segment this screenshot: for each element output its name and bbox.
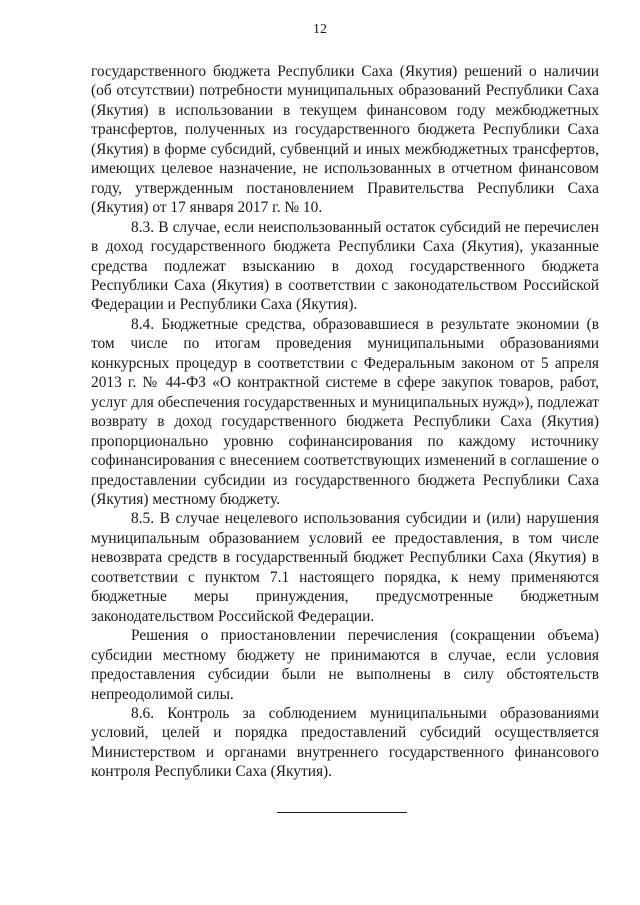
paragraph-8-6: 8.6. Контроль за соблюдением муниципальными образованиями условий, целей и порядка предоставлений субсидий осуществляется Министерством и органами внутреннего государственного финансового контроля Республики Саха (Якутия). — [91, 704, 599, 781]
document-body — [91, 62, 599, 782]
closing-divider-line — [277, 812, 407, 813]
paragraph-continuation: государственного бюджета Республики Саха (Якутия) решений о наличии (об отсутствии) потребности муниципальных образований Республики Саха (Якутия) в использовании в текущем финансовом году межбюджетных трансфертов, полученных из государственного бюджета Республики Саха (Якутия) в форме субсидий, субвенций и иных межбюджетных трансфертов, имеющих целевое назначение, не использованных в отчетном финансовом году, утвержденным постановлением Правительства Республики Саха (Якутия) от 17 января 2017 г. № 10. — [91, 63, 599, 217]
paragraph-suspension-decisions: Решения о приостановлении перечисления (сокращении объема) субсидии местному бюджету не принимаются в случае, если условия предоставления субсидии были не выполнены в силу обстоятельств непреодолимой силы. — [91, 627, 599, 703]
paragraph-8-5: 8.5. В случае нецелевого использования субсидии и (или) нарушения муниципальным образованием условий ее предоставления, в том числе невозврата средств в государственный бюджет Республики Саха (Якутия) в соответствии с пунктом 7.1 настоящего порядка, к нему применяются бюджетные меры принуждения, предусмотренные бюджетным законодательством Российской Федерации. — [91, 510, 599, 625]
paragraph-8-3: 8.3. В случае, если неиспользованный остаток субсидий не перечислен в доход государственного бюджета Республики Саха (Якутия), указанные средства подлежат взысканию в доход государственного бюджета Республики Саха (Якутия) в соответствии с законодательством Российской Федерации и Республики Саха (Якутия). — [91, 218, 599, 314]
page-number: 12 — [313, 22, 327, 37]
paragraph-8-4: 8.4. Бюджетные средства, образовавшиеся в результате экономии (в том числе по итогам проведения муниципальными образованиями конкурсных процедур в соответствии с Федеральным законом от 5 апреля 2013 г. № 44-ФЗ «О контрактной системе в сфере закупок товаров, работ, услуг для обеспечения государственных и муниципальных нужд»), подлежат возврату в доход государственного бюджета Республики Саха (Якутия) пропорционально уровню софинансирования по каждому источнику софинансирования с внесением соответствующих изменений в соглашение о предоставлении субсидии из государственного бюджета Республики Саха (Якутия) местному бюджету. — [91, 315, 599, 508]
